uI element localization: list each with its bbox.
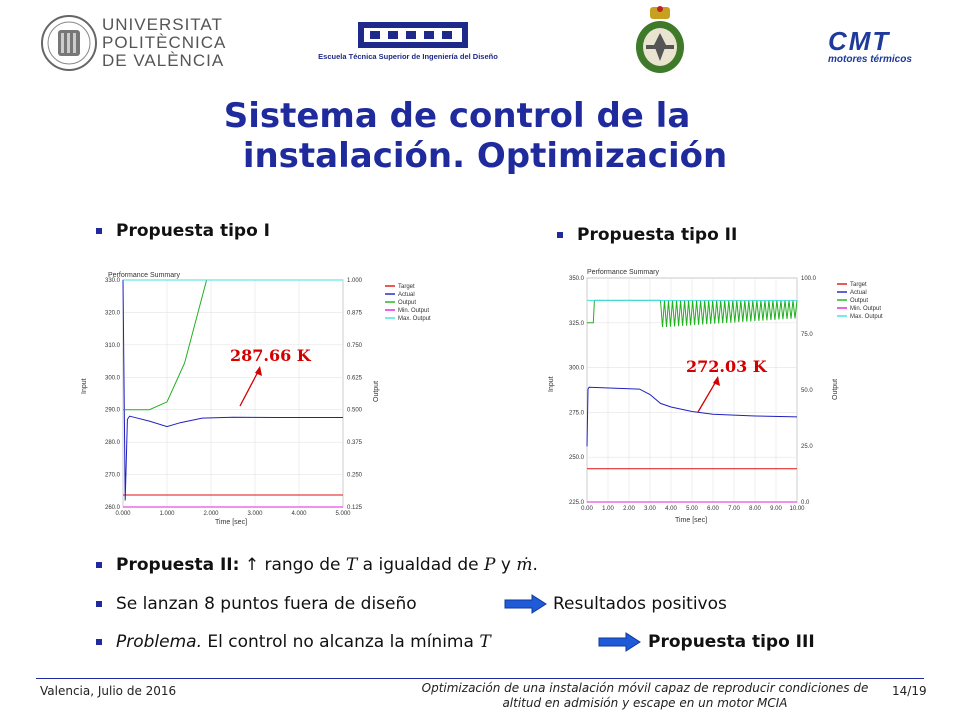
y2-tick-label: 0.375 [347, 440, 363, 447]
bullet-icon [96, 562, 102, 568]
footer-subtitle [410, 681, 880, 711]
y-tick-label: 280.0 [104, 440, 120, 447]
y2-tick-label: 50.0 [801, 388, 813, 394]
x-tick-label: 2.00 [623, 506, 635, 512]
x-tick-label: 0.000 [115, 511, 131, 517]
y2-tick-label: 0.250 [347, 472, 363, 479]
b3-italic: Problema. [116, 632, 202, 652]
chart1-title: Performance Summary [108, 272, 180, 279]
y2-tick-label: 0.625 [347, 375, 363, 382]
school-logo [318, 22, 498, 68]
legend-label: Max. Output [850, 314, 883, 320]
y-tick-label: 250.0 [568, 455, 584, 462]
y2-tick-label: 0.0 [801, 500, 810, 506]
b2-text-a: Se lanzan 8 puntos fuera de diseño [116, 594, 417, 614]
bullet-icon [96, 601, 102, 607]
heading-tipo-1 [96, 221, 270, 241]
upv-line1: UNIVERSITAT [102, 15, 223, 34]
footer-date: Valencia, Julio de 2016 [40, 684, 177, 698]
chart1-ylabel: Input [81, 378, 88, 394]
upv-line2: POLITÈCNICA [102, 33, 227, 52]
y2-tick-label: 0.500 [347, 407, 363, 414]
y-tick-label: 270.0 [104, 472, 120, 479]
annotation-tipo-1: 287.66 K [230, 346, 311, 365]
title-line2: instalación. Optimización [242, 136, 728, 176]
title-line1: Sistema de control de la [223, 96, 691, 136]
x-tick-label: 10.00 [789, 506, 805, 512]
school-name: Escuela Técnica Superior de Ingeniería del Diseño [318, 52, 498, 61]
chart1-plot-area [123, 280, 343, 507]
y-tick-label: 225.0 [568, 500, 584, 506]
cmt-subtitle: motores térmicos [828, 54, 912, 65]
y-tick-label: 300.0 [104, 375, 120, 382]
heading-tipo-1-label: Propuesta tipo I [116, 221, 271, 241]
bullet-propuesta-ii [96, 555, 538, 575]
b1-text-a: rango de [259, 555, 346, 575]
b1-text-d: . [532, 555, 538, 575]
chart2-xlabel: Time [sec] [675, 517, 708, 524]
y-tick-label: 350.0 [568, 276, 584, 282]
school-emblem-icon [358, 22, 468, 48]
upv-line3: DE VALÈNCIA [102, 51, 225, 70]
b1-symbol-p: P [483, 555, 496, 575]
x-tick-label: 0.00 [581, 506, 593, 512]
chart2-legend [837, 282, 883, 320]
y-tick-label: 320.0 [104, 310, 120, 317]
x-tick-label: 3.000 [247, 511, 263, 517]
chart1-legend [385, 284, 431, 322]
legend-label: Output [398, 300, 417, 306]
bullet-problema [96, 632, 491, 652]
x-tick-label: 5.000 [335, 511, 351, 517]
x-tick-label: 9.00 [770, 506, 782, 512]
footer-page-number: 14/19 [892, 684, 927, 698]
legend-label: Actual [398, 292, 415, 298]
x-tick-label: 8.00 [749, 506, 761, 512]
y-tick-label: 310.0 [104, 342, 120, 349]
legend-label: Target [850, 282, 867, 288]
x-tick-label: 5.00 [686, 506, 698, 512]
up-arrow-icon: ↑ [244, 555, 260, 575]
y2-tick-label: 0.750 [347, 342, 363, 349]
x-tick-label: 1.000 [159, 511, 175, 517]
legend-label: Max. Output [398, 316, 431, 322]
y-tick-label: 260.0 [104, 505, 120, 511]
heading-tipo-2-label: Propuesta tipo II [577, 225, 738, 245]
x-tick-label: 7.00 [728, 506, 740, 512]
b3-symbol-t: T [479, 632, 491, 652]
b2-result: Resultados positivos [553, 594, 727, 614]
footer-subtitle-line1: Optimización de una instalación móvil capaz de reproducir condiciones de [421, 681, 869, 695]
x-tick-label: 4.00 [665, 506, 677, 512]
chart1-y2label: Output [373, 380, 380, 402]
y2-tick-label: 25.0 [801, 444, 813, 450]
legend-label: Min. Output [398, 308, 430, 314]
y2-tick-label: 0.125 [347, 505, 363, 511]
x-tick-label: 3.00 [644, 506, 656, 512]
cmt-logo-text: CMT [828, 26, 891, 56]
chart2-ylabel: Input [548, 376, 555, 392]
chart2-title: Performance Summary [587, 269, 659, 276]
bullet-icon [557, 232, 563, 238]
y-tick-label: 325.0 [568, 320, 584, 327]
bullet-puntos [96, 594, 417, 614]
b1-symbol-t: T [345, 555, 358, 575]
y-tick-label: 330.0 [104, 278, 120, 284]
legend-label: Target [398, 284, 415, 290]
b1-text-c: y [495, 555, 517, 575]
y2-tick-label: 75.0 [801, 332, 813, 338]
x-tick-label: 2.000 [203, 511, 219, 517]
legend-label: Actual [850, 290, 867, 296]
b1-symbol-m: ṁ [516, 555, 533, 575]
b1-bold: Propuesta II: [116, 555, 240, 575]
annotation-arrow-2-icon [692, 374, 732, 418]
y2-tick-label: 0.875 [347, 310, 363, 317]
upv-seal-icon [40, 14, 98, 72]
bullet-icon [96, 639, 102, 645]
upv-logo [40, 14, 250, 74]
y-tick-label: 300.0 [568, 365, 584, 372]
y-tick-label: 290.0 [104, 407, 120, 414]
b3-text-a: El control no alcanza la mínima [202, 632, 480, 652]
chart2-y2label: Output [832, 378, 839, 400]
y2-tick-label: 100.0 [801, 276, 817, 282]
chart1-xlabel: Time [sec] [215, 519, 248, 526]
crest-icon [630, 5, 690, 75]
y-tick-label: 275.0 [568, 410, 584, 417]
b3-result: Propuesta tipo III [648, 632, 815, 652]
right-arrow-icon [504, 594, 548, 614]
footer-subtitle-line2: altitud en admisión y escape en un motor MCIA [502, 696, 788, 710]
right-arrow-icon [598, 632, 642, 652]
annotation-tipo-2: 272.03 K [686, 357, 767, 376]
legend-label: Output [850, 298, 869, 304]
x-tick-label: 4.000 [291, 511, 307, 517]
footer-divider [36, 678, 924, 679]
annotation-arrow-1-icon [234, 364, 274, 414]
x-tick-label: 6.00 [707, 506, 719, 512]
x-tick-label: 1.00 [602, 506, 614, 512]
b1-text-b: a igualdad de [357, 555, 484, 575]
heading-tipo-2 [557, 225, 737, 245]
legend-label: Min. Output [850, 306, 882, 312]
slide-title [0, 96, 960, 176]
y2-tick-label: 1.000 [347, 278, 363, 284]
cmt-logo [828, 28, 922, 68]
bullet-icon [96, 228, 102, 234]
